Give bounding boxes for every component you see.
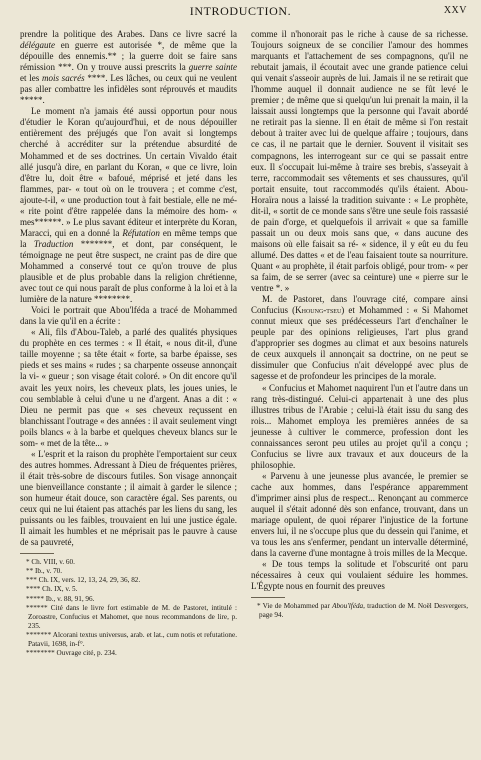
paragraph: prendre la politique des Arabes. Dans ce livre sacré la délégaute en guerre est autorisée *, de même que la dépouille des ennemis.** ; la guerre doit se faire sans rémission ***. On y trouve aussi prescrits la guerre sainte et les mois sacrés ****. Les lâches, ou ceux qui ne veulent pas aller combattre les infidèles sont réprouvés et maudits *****. bbox=[20, 29, 237, 106]
running-head bbox=[0, 4, 481, 20]
footnote: * Ch. VIII, v. 60. bbox=[26, 558, 75, 567]
paragraph: Voici le portrait que Abou'lféda a tracé de Mohammed dans la vie qu'il en a écrite : bbox=[20, 305, 237, 327]
footnote: ******* Alcorani textus universus, arab. et lat., cum notis et refutatione. Patavii, 1698, in-f°. bbox=[26, 630, 237, 649]
paragraph: comme il n'honorait pas le riche à cause de sa richesse. Toujours soigneux de se concilier l'amour des hommes marquants et l'attachement de ses compagnons, qu'il ne rebutait jamais, il écoutait avec une grande patience celui qui venait s'asseoir auprès de lui. Jamais il ne se retirait que l'homme auquel il donnait audience ne se fût levé le premier ; de même que si quelqu'un lui prenait la main, il la laissait aussi longtemps que la personne qui l'avait abordé ne retirait pas la sienne. Il en était de même si l'on restait debout à traiter avec lui de quelque affaire ; toujours, dans ce cas, il ne partait que le dernier. Souvent il visitait ses compagnons, les interrogeant sur ce qui se passait entre eux. Il s'occupait lui-même à traire ses brebis, s'asseyait à terre, raccommodait ses vêtements et ses chaussures, qu'il portait ensuite, tout raccommodés qu'ils étaient. Abou-Horaïra nous a laissé la tradition suivante : « Le prophète, dit-il, « sortit de ce monde sans s'être une seule fois rassasié de pain d'orge, et quelquefois il arrivait « que sa famille passait un ou deux mois sans que, « dans aucune des maisons où elle faisait sa ré- « sidence, il y eût eu du feu allumé. Des dattes « et de l'eau faisaient toute sa nourriture. Quant « au prophète, il était parfois obligé, pour trom- « per sa faim, de se serrer (avec sa ceinture) une « pierre sur le ventre *. » bbox=[251, 29, 468, 294]
paragraph: Le moment n'a jamais été aussi opportun pour nous d'étudier le Koran qu'aujourd'hui, et de nous dépouiller entièrement des préjugés que l'on avait si longtemps cherché à accréditer sur la prétendue absurdité de Mohammed et de ses doctrines. Un certain Vivaldo était allé jusqu'à dire, en parlant du Koran, « que ce livre, loin d'être lu, doit être « bafoué, méprisé et jeté dans les flammes, par- « tout où on le trouvera ; et comme c'est, ajoute-t-il, « une production tout à fait bestiale, elle ne mé- « rite point d'être rappelée dans la mémoire des hom- « mes******. » Le plus savant éditeur et interprète du Koran, Maracci, qui en a donné la Réfutation en même temps que la Traduction *******, et dont, par conséquent, le témoignage ne peut être suspect, ne craint pas de dire que Mohammed a conservé tout ce qu'on trouve de plus plausible et de plus probable dans la religion chrétienne, avec tout ce qui nous paraît de plus conforme à la loi et à la lumière de la nature ********. bbox=[20, 106, 237, 305]
footnote: ***** Ib., v. 88, 91, 96. bbox=[26, 594, 95, 603]
left-column bbox=[20, 29, 237, 658]
right-column bbox=[251, 29, 468, 621]
quotation-paragraph: « L'esprit et la raison du prophète l'emportaient sur ceux des autres hommes. Adressant à Dieu de fréquentes prières, il était très-sobre de discours futiles. Son visage annonçait une bienveillance constante ; il aimait à garder le silence ; son humeur était douce, son caractère égal. Ses parents, ou ceux qui ne lui étaient pas attachés par les liens du sang, les puissants ou les faibles, trouvaient en lui une justice égale. Il aimait les humbles et ne méprisait pas le pauvre à cause de sa pauvreté, bbox=[20, 448, 237, 548]
footnote-rule bbox=[20, 553, 54, 554]
footnote: * Vie de Mohammed par Abou'lféda, traduction de M. Noël Desvergers, page 94. bbox=[257, 602, 468, 620]
footnote-rule bbox=[251, 597, 285, 598]
quotation-paragraph: « Ali, fils d'Abou-Taleb, a parlé des qualités physiques du prophète en ces termes : « Il était, « nous dit-il, d'une taille moyenne ; sa tête était « forte, sa barbe épaisse, ses pieds et ses mains « rudes ; sa charpente osseuse annonçait la vi- « gueur ; son visage était coloré. » On dit encore qu'il avait les yeux noirs, les cheveux plats, les joues unies, le cou semblable à celui d'une u ne d'argent. Anas a dit : « Dieu ne permit pas que « ses cheveux reçussent en blanchissant l'outrage « des années : il avait seulement vingt poils blancs « à la barbe et quelques cheveux blancs sur le som- « met de la tête... » bbox=[20, 327, 237, 448]
footnote: ******** Ouvrage cité, p. 234. bbox=[26, 649, 117, 658]
footnote: *** Ch. IX, vers. 12, 13, 24, 29, 36, 82. bbox=[26, 576, 141, 585]
footnote: ** Ib., v. 70. bbox=[26, 567, 63, 576]
page-number: XXV bbox=[443, 5, 467, 16]
footnotes bbox=[251, 602, 468, 620]
running-title: INTRODUCTION. bbox=[189, 4, 292, 18]
footnotes bbox=[20, 558, 237, 658]
quotation-paragraph: « Parvenu à une jeunesse plus avancée, le premier se cache aux hommes, dans l'espérance apparemment d'imprimer ainsi plus de respect... Renonçant au commerce auquel il s'était adonné dès son enfance, trouvant, dans un mariage opulent, de quoi réparer l'injustice de la fortune envers lui, il ne s'occupe plus que du dessein qui l'anime, et va tous les ans s'enfermer, pendant un intervalle déterminé, dans la caverne d'une montagne à trois milles de la Mecque. bbox=[251, 470, 468, 559]
footnote: **** Ch. IX, v. 5. bbox=[26, 585, 78, 594]
footnote: ****** Cité dans le livre fort estimable de M. de Pastoret, intitulé : Zoroastre, Confucius et Mahomet, que nous recommandons de lire, p. 235. bbox=[26, 603, 237, 630]
quotation-paragraph: « Confucius et Mahomet naquirent l'un et l'autre dans un rang très-distingué. Celui-ci appartenait à une des plus illustres tribus de l'Arabie ; celui-là était issu du sang des rois... Mahomet employa les premières années de sa jeunesse à cultiver le commerce, profession dont les connaissances seront peu utiles au projet qu'il a conçu ; Confucius se livre aux travaux et aux douceurs de la philosophie. bbox=[251, 382, 468, 470]
paragraph: M. de Pastoret, dans l'ouvrage cité, compare ainsi Confucius (Khoung-tseu) et Mohammed : « Si Mahomet connut mieux que ses prédécesseurs l'art d'enchaîner le peuple par des opinions religieuses, l'art plus grand d'approprier ses dogmes au climat et aux besoins naturels de ceux auxquels il annonçait sa doctrine, on ne peut se dissimuler que Confucius n'ait développé avec plus de sagesse et de profondeur les principes de la morale. bbox=[251, 294, 469, 382]
quotation-paragraph: « De tous temps la solitude et l'obscurité ont paru nécessaires à ceux qui voulaient séduire les hommes. L'Égypte nous en fournit des preuves bbox=[251, 559, 468, 592]
